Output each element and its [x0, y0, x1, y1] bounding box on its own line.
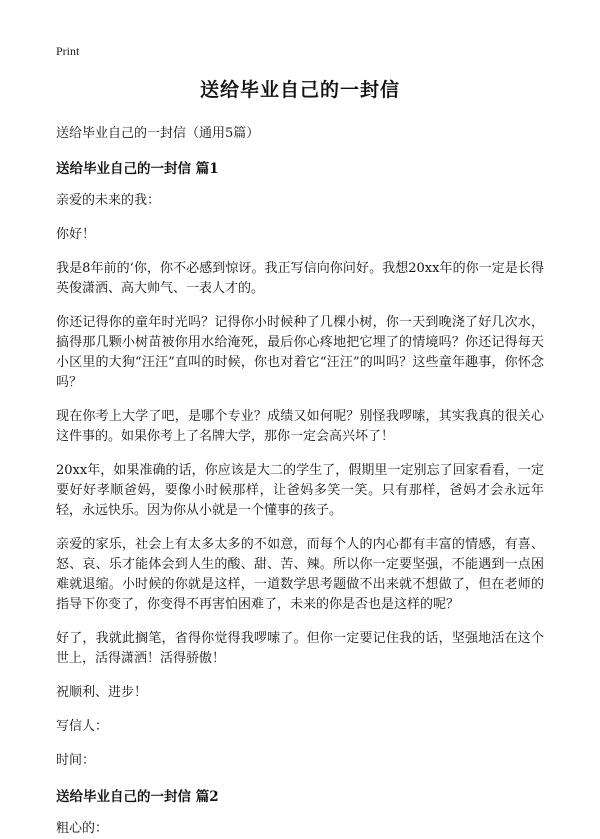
paragraph-childhood: 你还记得你的童年时光吗？记得你小时候种了几棵小树，你一天到晚浇了好几次水，搞得那几颗小树苗被你用水给淹死，最后你心疼地把它埋了的情境吗？你还记得每天小区里的大狗“汪汪”直叫的时候，你也对着它“汪汪”的叫吗？这些童年趣事，你怀念吗？ — [56, 315, 544, 390]
section-heading-1: 送给毕业自己的一封信 篇1 — [56, 161, 219, 177]
paragraph-intro: 我是8年前的‘你，你不必感到惊讶。我正写信向你问好。我想20xx年的你一定是长得英俊潇洒、高大帅气、一表人才的。 — [56, 261, 544, 296]
signature-writer: 写信人： — [56, 719, 109, 734]
paragraph-closing: 好了，我就此搁笔，省得你觉得我啰嗦了。但你一定要记住我的话，坚强地活在这个世上，活得潇洒！活得骄傲！ — [56, 631, 544, 666]
greeting: 你好！ — [56, 227, 96, 242]
page-title: 送给毕业自己的一封信 — [199, 79, 400, 101]
section2-salutation: 粗心的： — [56, 821, 109, 836]
document-subtitle: 送给毕业自己的一封信（通用5篇） — [56, 126, 260, 141]
paragraph-courage: 亲爱的家乐，社会上有太多太多的不如意，而每个人的内心都有丰富的情感，有喜、怒、哀、乐才能体会到人生的酸、甜、苦、辣。所以你一定要坚强，不能遇到一点困难就退缩。小时候的你就是这样，一道数学思考题做不出来就不想做了，但在老师的指导下你变了，你变得不再害怕困难了，未来的你是否也是这样的呢？ — [56, 537, 544, 612]
wishes: 祝顺利、进步！ — [56, 685, 148, 700]
paragraph-family: 20xx年，如果准确的话，你应该是大二的学生了，假期里一定别忘了回家看看，一定要好好孝顺爸妈，要像小时候那样，让爸妈多笑一笑。只有那样，爸妈才会永远年轻，永远快乐。因为你从小就是一个懂事的孩子。 — [56, 463, 544, 518]
section-heading-2: 送给毕业自己的一封信 篇2 — [56, 789, 219, 805]
paragraph-university: 现在你考上大学了吧，是哪个专业？成绩又如何呢？别怪我啰嗦，其实我真的很关心这件事的。如果你考上了名牌大学，那你一定会高兴坏了！ — [56, 409, 544, 444]
signature-time: 时间： — [56, 753, 96, 768]
salutation: 亲爱的未来的我： — [56, 193, 161, 208]
print-label[interactable]: Print — [56, 44, 80, 58]
